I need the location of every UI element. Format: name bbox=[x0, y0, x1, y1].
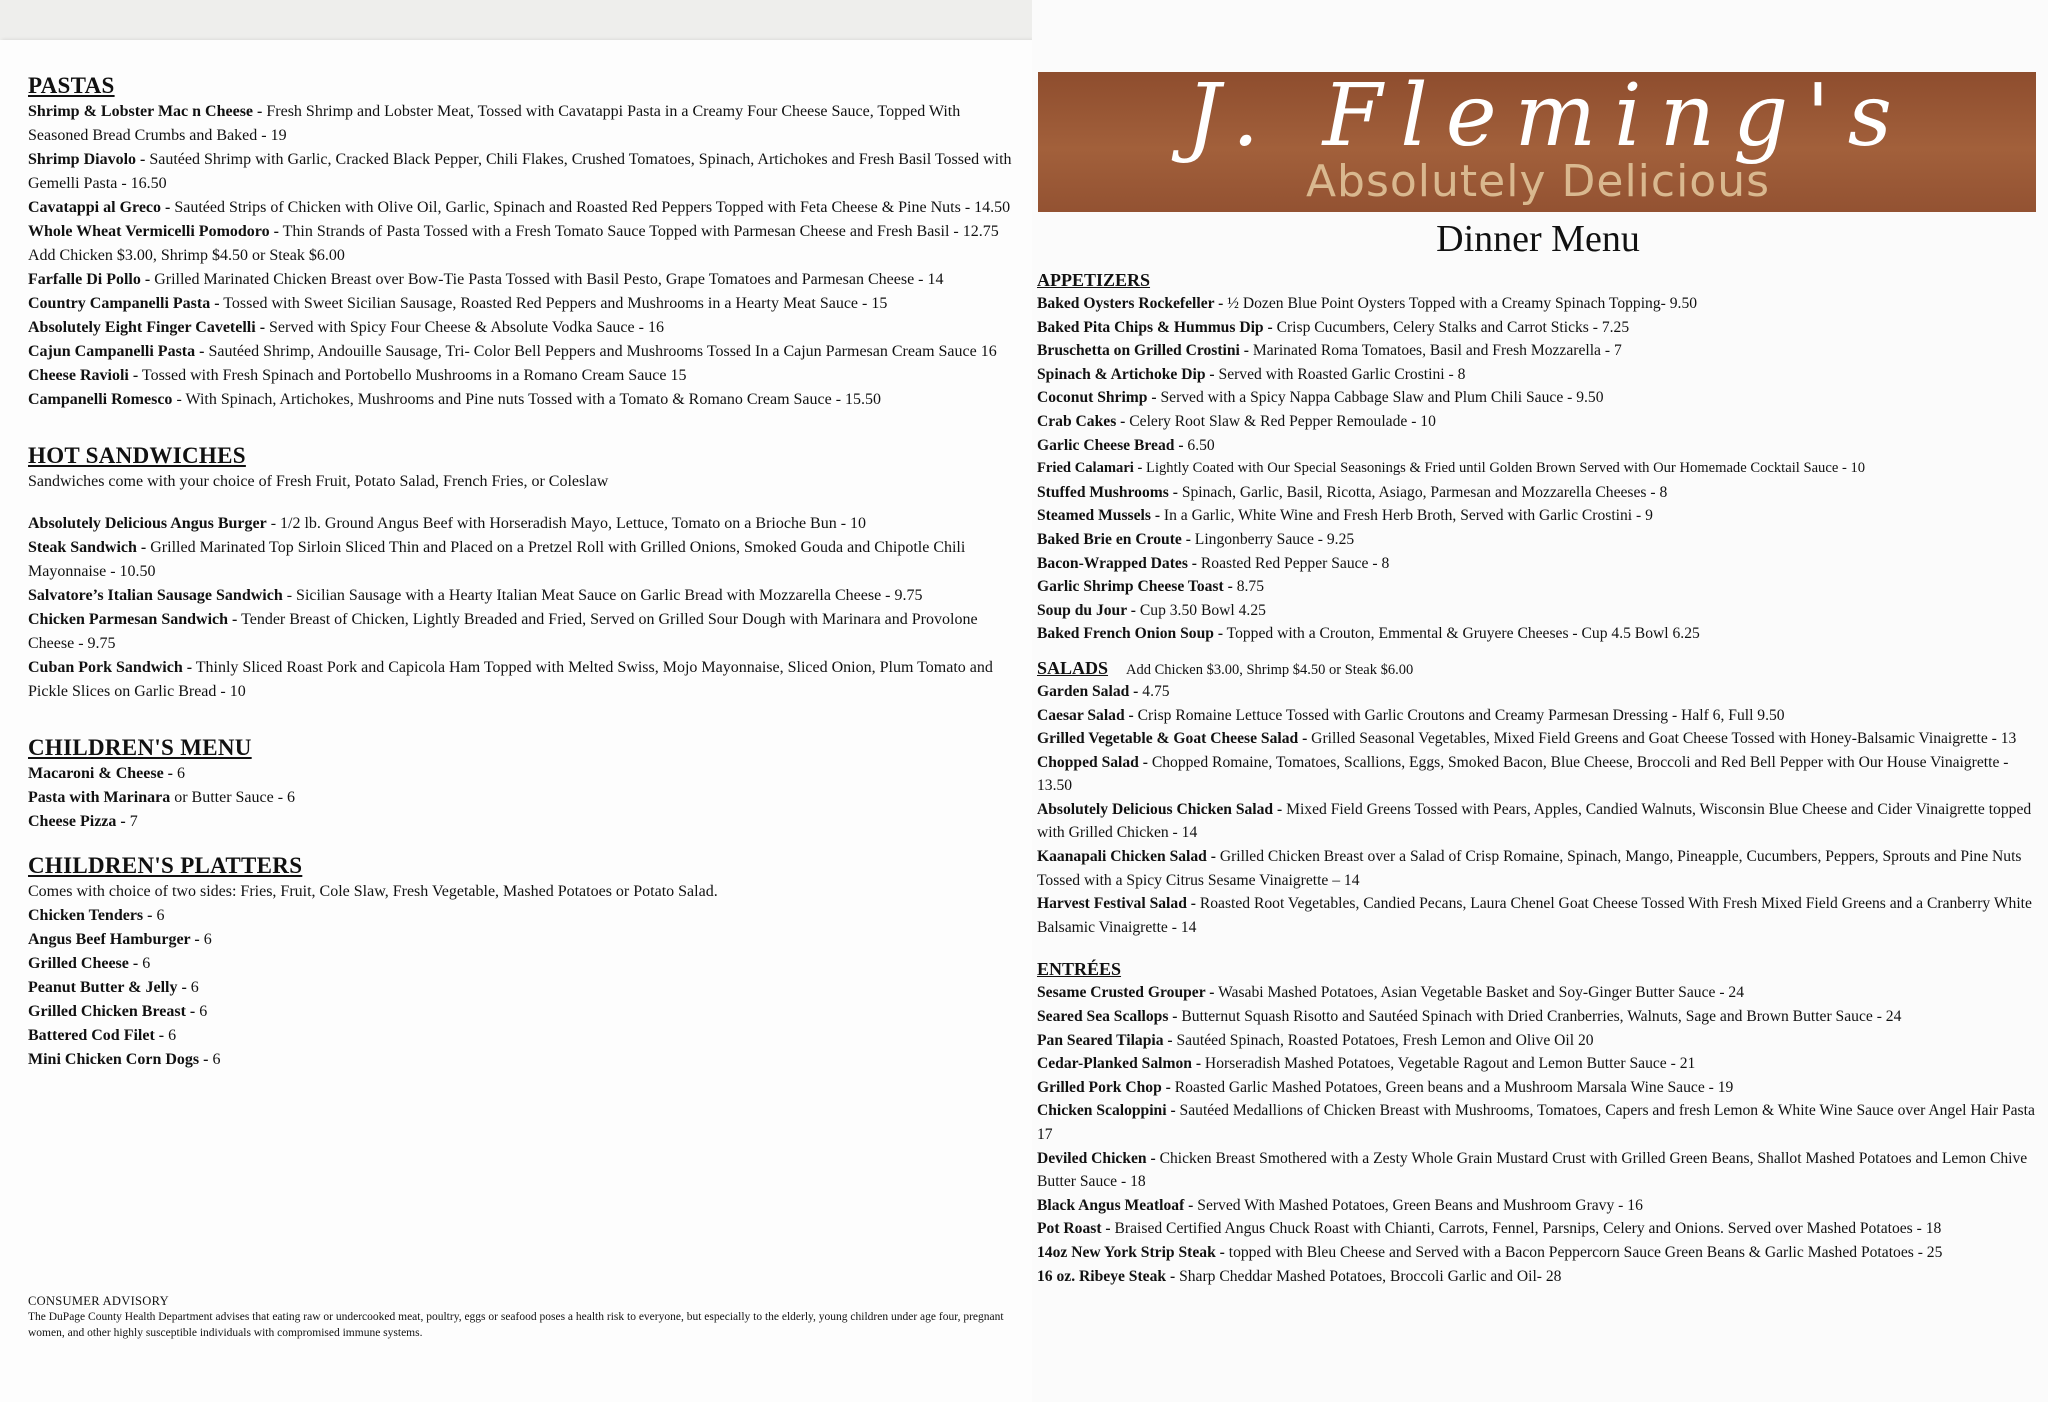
spacer bbox=[1037, 939, 2037, 957]
menu-item bbox=[1037, 981, 2037, 1005]
item-name: Cheese Pizza - bbox=[28, 813, 126, 830]
item-desc: 6 bbox=[186, 979, 199, 996]
item-desc: 6 bbox=[138, 955, 151, 972]
menu-item bbox=[28, 976, 1023, 1000]
item-desc: Horseradish Mashed Potatoes, Vegetable Ragout and Lemon Butter Sauce - 21 bbox=[1201, 1055, 1696, 1073]
item-name: Bacon-Wrapped Dates - bbox=[1037, 554, 1197, 572]
item-name: Pan Seared Tilapia - bbox=[1037, 1031, 1173, 1049]
item-desc: Sautéed Medallions of Chicken Breast with Mushrooms, Tomatoes, Capers and fresh Lemon & White Wine Sauce over Angel Hair Pasta 17 bbox=[1037, 1102, 2035, 1143]
item-desc: Topped with a Crouton, Emmental & Gruyere Cheeses - Cup 4.5 Bowl 6.25 bbox=[1223, 625, 1700, 643]
item-name: Grilled Pork Chop - bbox=[1037, 1078, 1171, 1096]
appetizers-heading: APPETIZERS bbox=[1037, 270, 1151, 290]
item-name: Kaanapali Chicken Salad - bbox=[1037, 848, 1216, 866]
item-name: Macaroni & Cheese - bbox=[28, 765, 173, 782]
menu-item bbox=[1037, 1194, 2037, 1218]
item-name: Absolutely Delicious Angus Burger bbox=[28, 515, 267, 532]
item-desc: Lightly Coated with Our Special Seasonings & Fried until Golden Brown Served with Our Homemade Cocktail Sauce - 10 bbox=[1142, 460, 1866, 477]
item-desc: Served With Mashed Potatoes, Green Beans and Mushroom Gravy - 16 bbox=[1193, 1196, 1643, 1214]
item-name: Grilled Vegetable & Goat Cheese Salad - bbox=[1037, 730, 1308, 748]
item-desc: Crisp Cucumbers, Celery Stalks and Carrot Sticks - 7.25 bbox=[1272, 318, 1630, 336]
menu-item bbox=[28, 786, 1023, 810]
menu-item bbox=[28, 952, 1023, 976]
salads-add-on-note: Add Chicken $3.00, Shrimp $4.50 or Steak $6.00 bbox=[1126, 661, 1414, 678]
item-name: Absolutely Delicious Chicken Salad - bbox=[1037, 800, 1283, 818]
item-name: Shrimp & Lobster Mac n Cheese - bbox=[28, 103, 263, 120]
item-desc: Thinly Sliced Roast Pork and Capicola Ham Topped with Melted Swiss, Mojo Mayonnaise, Sliced Onion, Plum Tomato and Pickle Slices on Garlic Bread - 10 bbox=[28, 659, 993, 700]
item-name: Baked French Onion Soup - bbox=[1037, 625, 1224, 643]
menu-item bbox=[1037, 410, 2037, 434]
item-name: Absolutely Eight Finger Cavetelli - bbox=[28, 319, 266, 336]
left-column bbox=[28, 72, 1023, 1072]
menu-item bbox=[1037, 1005, 2037, 1029]
item-name: Baked Oysters Rockefeller - bbox=[1037, 295, 1224, 312]
item-desc: Mixed Field Greens Tossed with Pears, Apples, Candied Walnuts, Wisconsin Blue Cheese and Cider Vinaigrette topped with Grilled Chicken - 14 bbox=[1037, 800, 2032, 842]
menu-item bbox=[1037, 1217, 2037, 1241]
item-name: Pasta with Marinara bbox=[28, 789, 171, 806]
item-name: Fried Calamari - bbox=[1037, 460, 1143, 477]
menu-item bbox=[1037, 680, 2037, 704]
item-name: Soup du Jour - bbox=[1037, 601, 1136, 619]
item-desc: Crisp Romaine Lettuce Tossed with Garlic Croutons and Creamy Parmesan Dressing - Half 6, Full 9.50 bbox=[1133, 706, 1785, 724]
menu-item bbox=[28, 536, 1023, 584]
menu-item bbox=[28, 904, 1023, 928]
item-desc: Sautéed Shrimp with Garlic, Cracked Black Pepper, Chili Flakes, Crushed Tomatoes, Spinach, Artichokes and Fresh Basil Tossed with Gemelli Pasta - 16.50 bbox=[28, 151, 1012, 192]
menu-item bbox=[28, 1000, 1023, 1024]
consumer-advisory bbox=[28, 1293, 1008, 1341]
item-name: Garden Salad - bbox=[1037, 682, 1139, 700]
item-name: Cheese Ravioli - bbox=[28, 367, 139, 384]
item-desc: Tossed with Fresh Spinach and Portobello Mushrooms in a Romano Cream Sauce 15 bbox=[138, 367, 687, 384]
item-name: Stuffed Mushrooms - bbox=[1037, 483, 1178, 501]
item-name: Cavatappi al Greco - bbox=[28, 199, 171, 216]
spacer bbox=[28, 834, 1023, 852]
item-desc: Tossed with Sweet Sicilian Sausage, Roasted Red Peppers and Mushrooms in a Hearty Meat Sauce - 15 bbox=[219, 295, 888, 312]
menu-item bbox=[28, 584, 1023, 608]
item-name: Peanut Butter & Jelly - bbox=[28, 979, 187, 996]
item-name: Steamed Mussels - bbox=[1037, 507, 1161, 525]
item-name: Crab Cakes - bbox=[1037, 412, 1126, 430]
item-desc: Spinach, Garlic, Basil, Ricotta, Asiago, Parmesan and Mozzarella Cheeses - 8 bbox=[1177, 483, 1668, 501]
entrees-heading: ENTRÉES bbox=[1037, 959, 1122, 980]
menu-item bbox=[1037, 845, 2037, 892]
spacer bbox=[28, 704, 1023, 734]
menu-item bbox=[1037, 622, 2037, 646]
right-column bbox=[1037, 268, 2037, 1288]
item-desc: - With Spinach, Artichokes, Mushrooms and Pine nuts Tossed with a Tomato & Romano Cream Sauce - 15.50 bbox=[172, 391, 882, 408]
menu-item bbox=[1037, 751, 2037, 798]
item-name: Harvest Festival Salad - bbox=[1037, 895, 1196, 913]
hot-sandwiches-note: Sandwiches come with your choice of Fresh Fruit, Potato Salad, French Fries, or Coleslaw bbox=[28, 473, 609, 490]
item-name: Grilled Chicken Breast - bbox=[28, 1003, 196, 1020]
menu-item bbox=[1037, 599, 2037, 623]
menu-item bbox=[28, 1048, 1023, 1072]
menu-item bbox=[1037, 1076, 2037, 1100]
dinner-menu-title: Dinner Menu bbox=[1436, 218, 1640, 260]
item-name: Chicken Tenders - bbox=[28, 907, 153, 924]
item-name: Sesame Crusted Grouper - bbox=[1037, 984, 1215, 1002]
menu-item bbox=[1037, 316, 2037, 340]
menu-item bbox=[1037, 1029, 2037, 1053]
salads-header bbox=[1037, 656, 2037, 680]
hot-sandwiches-heading: HOT SANDWICHES bbox=[28, 443, 246, 468]
spacer bbox=[28, 412, 1023, 442]
item-name: Cuban Pork Sandwich - bbox=[28, 659, 193, 676]
menu-item bbox=[28, 1024, 1023, 1048]
item-desc: Grilled Seasonal Vegetables, Mixed Field Greens and Goat Cheese Tossed with Honey-Balsamic Vinaigrette - 13 bbox=[1307, 730, 2017, 748]
item-desc: Roasted Red Pepper Sauce - 8 bbox=[1196, 554, 1390, 572]
item-desc: Served with Spicy Four Cheese & Absolute Vodka Sauce - 16 bbox=[265, 319, 664, 336]
item-desc: 6 bbox=[195, 1003, 208, 1020]
menu-item bbox=[28, 512, 1023, 536]
item-desc: Thin Strands of Pasta Tossed with a Fresh Tomato Sauce Topped with Parmesan Cheese and Fresh Basil - 12.75 Add Chicken $3.00, Shrimp $4.50 or Steak $6.00 bbox=[28, 223, 999, 264]
item-desc: Sharp Cheddar Mashed Potatoes, Broccoli Garlic and Oil- 28 bbox=[1175, 1267, 1562, 1285]
item-name: Pot Roast - bbox=[1037, 1220, 1111, 1238]
item-desc: Tender Breast of Chicken, Lightly Breaded and Fried, Served on Grilled Sour Dough with Marinara and Provolone Cheese - 9.75 bbox=[28, 611, 978, 652]
item-name: Cajun Campanelli Pasta - bbox=[28, 343, 205, 360]
item-name: Shrimp Diavolo - bbox=[28, 151, 146, 168]
item-desc: 6 bbox=[152, 907, 165, 924]
item-name: Baked Pita Chips & Hummus Dip - bbox=[1037, 318, 1273, 336]
menu-item bbox=[28, 220, 1023, 268]
item-desc: or Butter Sauce - 6 bbox=[170, 789, 296, 806]
item-desc: Lingonberry Sauce - 9.25 bbox=[1190, 530, 1355, 548]
item-name: Mini Chicken Corn Dogs - bbox=[28, 1051, 209, 1068]
item-name: Farfalle Di Pollo - bbox=[28, 271, 151, 288]
menu-item bbox=[1037, 481, 2037, 505]
menu-item bbox=[1037, 1099, 2037, 1146]
item-desc: Butternut Squash Risotto and Sautéed Spinach with Dried Cranberries, Walnuts, Sage and Brown Butter Sauce - 24 bbox=[1177, 1008, 1902, 1026]
menu-item bbox=[1037, 575, 2037, 599]
item-desc: Fresh Shrimp and Lobster Meat, Tossed with Cavatappi Pasta in a Creamy Four Cheese Sauce, Topped With Seasoned Bread Crumbs and Baked - 19 bbox=[28, 103, 961, 144]
item-desc: topped with Bleu Cheese and Served with a Bacon Peppercorn Sauce Green Beans & Garlic Mashed Potatoes - 25 bbox=[1224, 1243, 1943, 1261]
menu-item bbox=[1037, 292, 2037, 316]
item-desc: 6 bbox=[164, 1027, 177, 1044]
menu-item bbox=[1037, 504, 2037, 528]
restaurant-logo-banner bbox=[1038, 72, 2036, 212]
item-name: Baked Brie en Croute - bbox=[1037, 530, 1191, 548]
menu-item bbox=[1037, 1265, 2037, 1289]
item-desc: Grilled Marinated Top Sirloin Sliced Thin and Placed on a Pretzel Roll with Grilled Onions, Smoked Gouda and Chipotle Chili Mayonnaise - 10.50 bbox=[28, 539, 966, 580]
restaurant-tagline: Absolutely Delicious bbox=[1305, 156, 1771, 207]
menu-item bbox=[1037, 339, 2037, 363]
item-desc: Served with a Spicy Nappa Cabbage Slaw and Plum Chili Sauce - 9.50 bbox=[1156, 389, 1604, 407]
item-desc: Sautéed Shrimp, Andouille Sausage, Tri- Color Bell Peppers and Mushrooms Tossed In a Cajun Parmesan Cream Sauce 16 bbox=[204, 343, 997, 360]
menu-item bbox=[28, 148, 1023, 196]
menu-item bbox=[28, 316, 1023, 340]
menu-item bbox=[28, 608, 1023, 656]
childrens-menu-heading: CHILDREN'S MENU bbox=[28, 735, 252, 760]
item-name: Black Angus Meatloaf - bbox=[1037, 1196, 1194, 1214]
item-name: Whole Wheat Vermicelli Pomodoro - bbox=[28, 223, 279, 240]
spacer bbox=[1037, 646, 2037, 656]
childrens-platters-note: Comes with choice of two sides: Fries, Fruit, Cole Slaw, Fresh Vegetable, Mashed Potatoes or Potato Salad. bbox=[28, 883, 718, 900]
menu-item bbox=[28, 268, 1023, 292]
item-name: Chicken Scaloppini - bbox=[1037, 1102, 1176, 1120]
restaurant-name: J. Fleming's bbox=[1186, 72, 1910, 166]
item-desc: 6.50 bbox=[1183, 436, 1215, 454]
advisory-title: CONSUMER ADVISORY bbox=[28, 1294, 169, 1308]
menu-item bbox=[1037, 1147, 2037, 1194]
item-desc: 6 bbox=[208, 1051, 221, 1068]
item-name: Chicken Parmesan Sandwich - bbox=[28, 611, 238, 628]
menu-item bbox=[28, 292, 1023, 316]
item-desc: Served with Roasted Garlic Crostini - 8 bbox=[1214, 365, 1466, 383]
item-name: Grilled Cheese - bbox=[28, 955, 139, 972]
menu-item bbox=[1037, 892, 2037, 939]
item-name: Bruschetta on Grilled Crostini - bbox=[1037, 342, 1249, 360]
item-desc: Chopped Romaine, Tomatoes, Scallions, Eggs, Smoked Bacon, Blue Cheese, Broccoli and Red Bell Pepper with Our House Vinaigrette - 13.50 bbox=[1037, 753, 2009, 795]
item-desc: Roasted Garlic Mashed Potatoes, Green beans and a Mushroom Marsala Wine Sauce - 19 bbox=[1170, 1078, 1734, 1096]
childrens-menu-list bbox=[28, 762, 1023, 834]
item-name: Garlic Cheese Bread - bbox=[1037, 436, 1184, 454]
item-name: Steak Sandwich - bbox=[28, 539, 147, 556]
item-desc: Sautéed Spinach, Roasted Potatoes, Fresh Lemon and Olive Oil 20 bbox=[1172, 1031, 1594, 1049]
item-desc: - 1/2 lb. Ground Angus Beef with Horseradish Mayo, Lettuce, Tomato on a Brioche Bun - 10 bbox=[266, 515, 867, 532]
item-name: Coconut Shrimp - bbox=[1037, 389, 1157, 407]
item-desc: Wasabi Mashed Potatoes, Asian Vegetable Basket and Soy-Ginger Butter Sauce - 24 bbox=[1214, 984, 1744, 1002]
appetizers-list bbox=[1037, 292, 2037, 646]
item-name: Country Campanelli Pasta - bbox=[28, 295, 220, 312]
menu-item bbox=[1037, 1052, 2037, 1076]
menu-item bbox=[28, 340, 1023, 364]
advisory-text: The DuPage County Health Department advises that eating raw or undercooked meat, poultry, eggs or seafood poses a health risk to everyone, but especially to the elderly, young children under age four, pregnant women, and other highly susceptible individuals with compromised immune systems. bbox=[28, 1311, 1004, 1339]
menu-item bbox=[28, 928, 1023, 952]
item-name: Campanelli Romesco bbox=[28, 391, 173, 408]
item-desc: Marinated Roma Tomatoes, Basil and Fresh Mozzarella - 7 bbox=[1248, 342, 1622, 360]
pastas-list bbox=[28, 100, 1023, 412]
item-name: Garlic Shrimp Cheese Toast - bbox=[1037, 578, 1233, 596]
item-desc: Chicken Breast Smothered with a Zesty Whole Grain Mustard Crust with Grilled Green Beans, Shallot Mashed Potatoes and Lemon Chive Butter Sauce - 18 bbox=[1037, 1149, 2028, 1191]
menu-item bbox=[1037, 798, 2037, 845]
item-desc: 8.75 bbox=[1232, 578, 1264, 596]
item-name: Angus Beef Hamburger - bbox=[28, 931, 200, 948]
menu-item bbox=[1037, 1241, 2037, 1265]
item-name: 14oz New York Strip Steak - bbox=[1037, 1243, 1225, 1261]
item-desc: Sautéed Strips of Chicken with Olive Oil, Garlic, Spinach and Roasted Red Peppers Topped with Feta Cheese & Pine Nuts - 14.50 bbox=[170, 199, 1011, 216]
pastas-heading: PASTAS bbox=[28, 73, 115, 98]
item-name: Cedar-Planked Salmon - bbox=[1037, 1055, 1202, 1073]
item-name: Deviled Chicken - bbox=[1037, 1149, 1156, 1167]
item-desc: - Sicilian Sausage with a Hearty Italian Meat Sauce on Garlic Bread with Mozzarella Cheese - 9.75 bbox=[282, 587, 923, 604]
menu-item bbox=[28, 762, 1023, 786]
item-desc: 7 bbox=[125, 813, 138, 830]
item-name: Salvatore’s Italian Sausage Sandwich bbox=[28, 587, 283, 604]
item-name: 16 oz. Ribeye Steak - bbox=[1037, 1267, 1176, 1285]
salads-heading: SALADS bbox=[1037, 657, 1109, 678]
item-name: Spinach & Artichoke Dip - bbox=[1037, 365, 1215, 383]
menu-item bbox=[1037, 704, 2037, 728]
menu-item bbox=[1037, 386, 2037, 410]
item-desc: 6 bbox=[199, 931, 212, 948]
spacer bbox=[28, 494, 1023, 512]
item-desc: 4.75 bbox=[1138, 682, 1170, 700]
item-desc: Grilled Chicken Breast over a Salad of Crisp Romaine, Spinach, Mango, Pineapple, Cucumbers, Peppers, Sprouts and Pine Nuts Tossed with a Spicy Citrus Sesame Vinaigrette – 14 bbox=[1037, 848, 2022, 889]
item-desc: Braised Certified Angus Chuck Roast with Chianti, Carrots, Fennel, Parsnips, Celery and Onions. Served over Mashed Potatoes - 18 bbox=[1110, 1220, 1942, 1238]
item-desc: Grilled Marinated Chicken Breast over Bow-Tie Pasta Tossed with Basil Pesto, Grape Tomatoes and Parmesan Cheese - 14 bbox=[150, 271, 944, 288]
childrens-platters-list bbox=[28, 904, 1023, 1072]
salads-list bbox=[1037, 680, 2037, 940]
item-desc: Celery Root Slaw & Red Pepper Remoulade - 10 bbox=[1125, 412, 1436, 430]
menu-item bbox=[28, 388, 1023, 412]
item-desc: In a Garlic, White Wine and Fresh Herb Broth, Served with Garlic Crostini - 9 bbox=[1160, 507, 1653, 525]
item-name: Seared Sea Scallops - bbox=[1037, 1008, 1178, 1026]
menu-item bbox=[1037, 528, 2037, 552]
entrees-list bbox=[1037, 981, 2037, 1288]
item-desc: ½ Dozen Blue Point Oysters Topped with a Creamy Spinach Topping- 9.50 bbox=[1223, 295, 1698, 312]
item-desc: Cup 3.50 Bowl 4.25 bbox=[1135, 601, 1266, 619]
menu-item bbox=[28, 100, 1023, 148]
item-desc: 6 bbox=[173, 765, 185, 782]
childrens-platters-heading: CHILDREN'S PLATTERS bbox=[28, 853, 303, 878]
item-desc: Roasted Root Vegetables, Candied Pecans, Laura Chenel Goat Cheese Tossed With Fresh Mixed Field Greens and a Cranberry White Balsamic Vinaigrette - 14 bbox=[1037, 895, 2032, 936]
menu-item bbox=[28, 656, 1023, 704]
hot-sandwiches-list bbox=[28, 512, 1023, 704]
menu-item bbox=[28, 364, 1023, 388]
menu-item bbox=[1037, 457, 2037, 481]
item-name: Chopped Salad - bbox=[1037, 753, 1148, 771]
menu-item bbox=[1037, 434, 2037, 458]
menu-item bbox=[1037, 363, 2037, 387]
item-name: Battered Cod Filet - bbox=[28, 1027, 165, 1044]
menu-item bbox=[1037, 552, 2037, 576]
menu-item bbox=[1037, 727, 2037, 751]
item-name: Caesar Salad - bbox=[1037, 706, 1134, 724]
menu-item bbox=[28, 810, 1023, 834]
menu-item bbox=[28, 196, 1023, 220]
